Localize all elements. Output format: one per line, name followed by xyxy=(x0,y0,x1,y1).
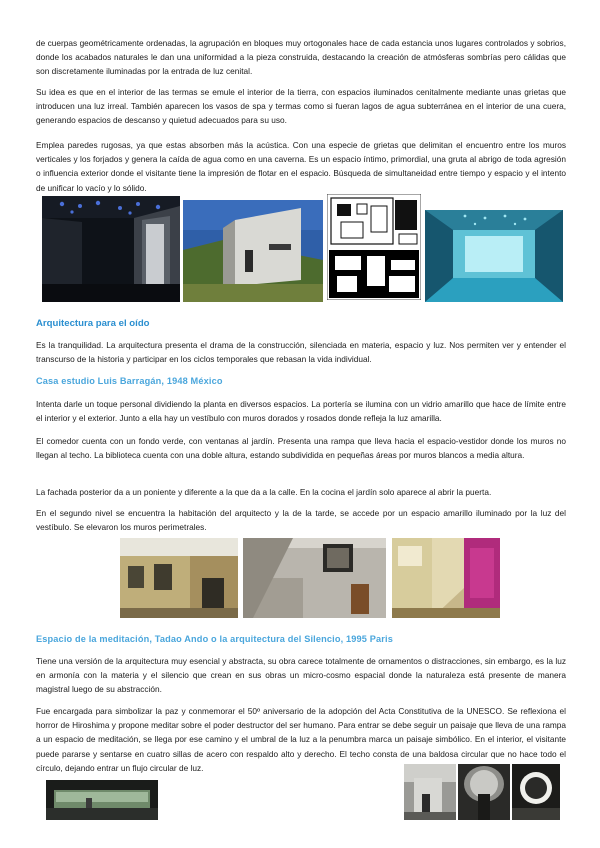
thermal-bath-exterior-photo xyxy=(183,200,323,302)
barragan-paragraph-2: El comedor cuenta con un fondo verde, con ventanas al jardín. Presenta una rampa que lleva hacia el espacio-vestidor donde los muros no llegan al techo. La biblioteca cuenta con una doble altura, estando subdividida en pequeñas áreas por muros blancos a media altura. xyxy=(36,436,566,461)
barragan-paragraph-4: En el segundo nivel se encuentra la habitación del arquitecto y la de la tarde, se accede por un espacio amarillo iluminado por la luz del vestíbulo. Se elevaron los muros perimetrales. xyxy=(36,508,566,533)
ando-cylinder-exterior-photo xyxy=(404,764,456,820)
intro-paragraph-1: de cuerpas geométricamente ordenadas, la agrupación en bloques muy ortogonales hace de cada estancia unos lugares controlados y sobrios, donde los acabados naturales le dan una uniformidad a la pieza construida, destacando la creación de atmósferas sombrías pero cálidas que son discretamente iluminadas por la entrada de luz cenital. xyxy=(36,38,566,77)
ando-paragraph-1: Tiene una versión de la arquitectura muy esencial y abstracta, su obra carece totalmente de ornamentos o distracciones, sin embargo, es la luz en armonía con la materia y el silencio que crean en sus obras un micro-cosmo espacial donde la naturaleza está presente de manera magistral luego de su abstracción. xyxy=(36,656,566,695)
thermal-bath-floor-plan xyxy=(327,194,421,300)
barragan-pink-interior-photo xyxy=(392,538,500,618)
thermal-bath-dark-interior-photo xyxy=(42,196,180,302)
barragan-wall-window-photo xyxy=(243,538,386,618)
barragan-paragraph-3: La fachada posterior da a un poniente y diferente a la que da a la calle. En la cocina el jardín solo aparece al abrir la puerta. xyxy=(36,487,492,497)
ando-meditation-space-exterior-photo xyxy=(46,780,158,820)
ando-cylinder-interior-photo xyxy=(458,764,510,820)
ando-heading: Espacio de la meditación, Tadao Ando o la arquitectura del Silencio, 1995 Paris xyxy=(36,634,393,644)
ando-paragraph-2: Fue encargada para simbolizar la paz y conmemorar el 50º aniversario de la adopción del Acta Constitutiva de la UNESCO. Se reflexiona el horror de Hiroshima y propone meditar sobre el poder destructor del ser humano. Para entrar se debe seguir un paisaje que lleva de una rampa a un espacio de meditación, se llega por ese camino y el umbral de la luz a la penumbra marca un paisaje simbólico. En el interior, el visitante puede pararse y sentarse en cuatro sillas de acero con respaldo alto y derecho. El techo consta de una baldosa circular que no hace todo el círculo, dejando entrar un flujo circular de luz. xyxy=(36,706,566,773)
thermal-bath-pool-photo xyxy=(425,210,563,302)
barragan-paragraph-1: Intenta darle un toque personal dividiendo la planta en diversos espacios. La portería se ilumina con un vidrio amarillo que hace de límite entre el interior y el exterior. Junto a ella hay un vestíbulo con muros dorados y rosados donde refleja la luz amarilla. xyxy=(36,399,566,424)
section-heading-architecture-for-the-ear: Arquitectura para el oído xyxy=(36,318,150,329)
barragan-facade-photo xyxy=(120,538,238,618)
intro-paragraph-3: Emplea paredes rugosas, ya que estas absorben más la acústica. Con una especie de grietas que delimitan el encuentro entre los muros verticales y los forjados y genera la caída de agua como en una caverna. Es un espacio íntimo, primordial, una gruta al abrigo de toda agresión o influencia exterior donde el visitante tiene la impresión de flotar en el espacio. Búsqueda de simultaneidad entre tiempo y espacio y el intento de unificar lo vacío y lo sólido. xyxy=(36,140,566,193)
section-paragraph: Es la tranquilidad. La arquitectura presenta el drama de la construcción, silenciada en materia, espacio y luz. Nos permiten ver y entender el transcurso de la historia y participar en los ciclos temporales que rebasan la vida individual. xyxy=(36,340,566,365)
barragan-heading: Casa estudio Luis Barragán, 1948 México xyxy=(36,376,223,386)
intro-paragraph-2: Su idea es que en el interior de las termas se emule el interior de la tierra, con espacios iluminados cenitalmente mediante unas grietas que introducen una luz irreal. También aparecen los vasos de spa y termas como si fueran lagos de agua subterránea en el interior de una cuera, generando espacios de descanso y quietud adecuados para su uso. xyxy=(36,87,566,126)
ando-ceiling-light-photo xyxy=(512,764,560,820)
